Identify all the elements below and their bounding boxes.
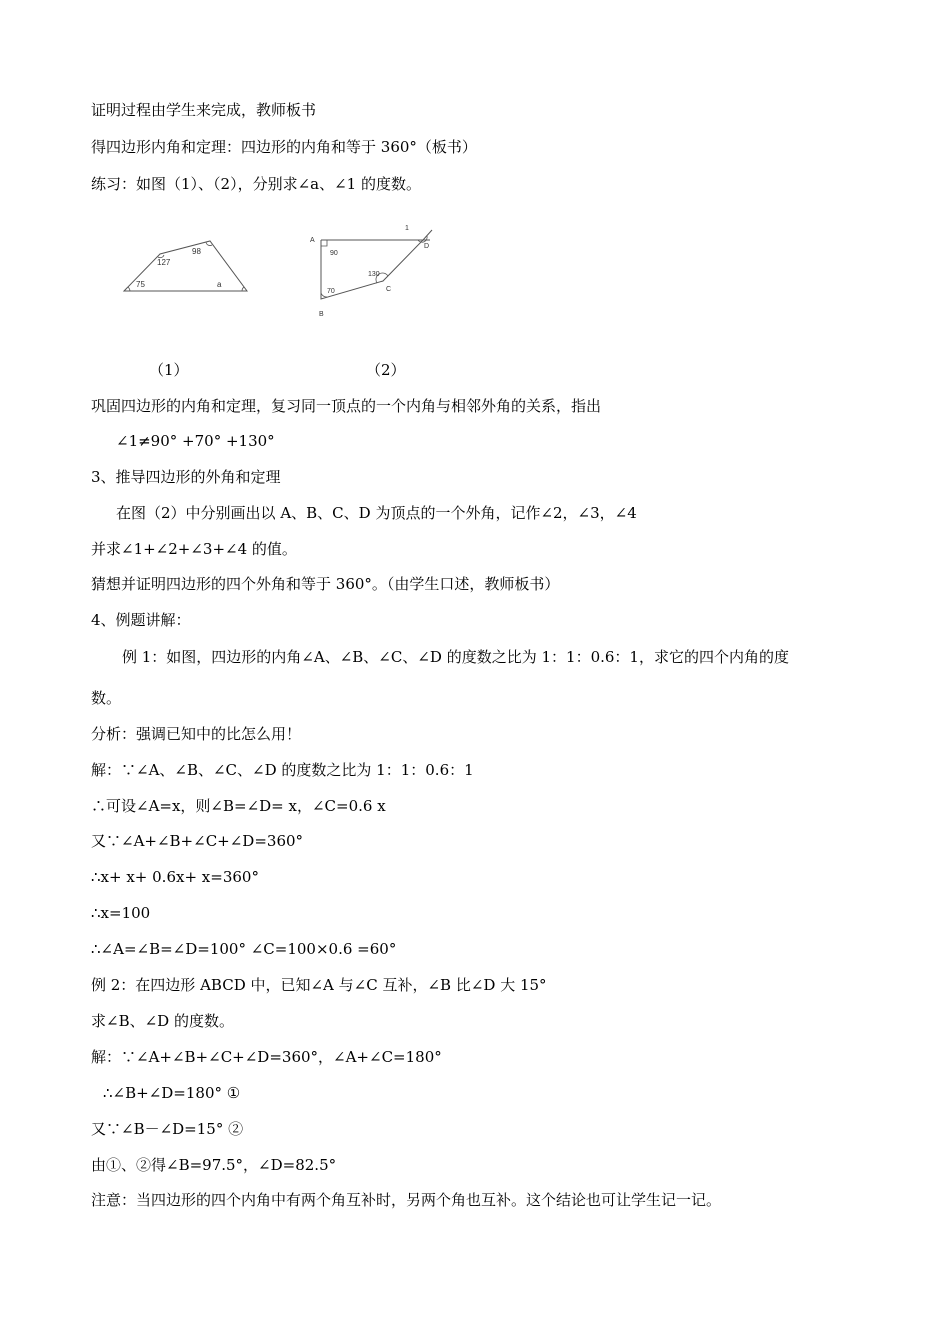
text-line: 又∵∠A+∠B+∠C+∠D=360° bbox=[91, 832, 304, 850]
text-line: 解：∵∠A+∠B+∠C+∠D=360°，∠A+∠C=180° bbox=[91, 1048, 442, 1066]
text-line: ∠1≠90° +70° +130° bbox=[116, 432, 275, 450]
figure-1-quadrilateral bbox=[115, 230, 260, 300]
text-line: 4、例题讲解： bbox=[91, 611, 191, 629]
text-line: 分析：强调已知中的比怎么用！ bbox=[91, 725, 302, 743]
figure-1-label-127: 127 bbox=[157, 258, 171, 267]
text-line: 巩固四边形的内角和定理，复习同一顶点的一个内角与相邻外角的关系，指出 bbox=[91, 397, 602, 415]
text-line: ∴x=100 bbox=[91, 904, 151, 922]
text-line: 由①、②得∠B=97.5°，∠D=82.5° bbox=[91, 1156, 337, 1174]
text-line: 得四边形内角和定理：四边形的内角和等于 360°（板书） bbox=[91, 138, 477, 156]
text-line: 猜想并证明四边形的四个外角和等于 360°。（由学生口述，教师板书） bbox=[91, 575, 560, 593]
text-line: 3、推导四边形的外角和定理 bbox=[91, 468, 281, 486]
figure-1-label-98: 98 bbox=[192, 247, 201, 256]
text-line: 注意：当四边形的四个内角中有两个角互补时，另两个角也互补。这个结论也可让学生记一记。 bbox=[91, 1191, 722, 1209]
figure-1-label-a: a bbox=[217, 280, 222, 289]
figure-1-caption: （1） bbox=[149, 361, 189, 379]
text-line: ∴x+ x+ 0.6x+ x=360° bbox=[91, 868, 259, 886]
text-line: 例 2：在四边形 ABCD 中，已知∠A 与∠C 互补，∠B 比∠D 大 15° bbox=[91, 976, 547, 994]
text-line: 证明过程由学生来完成，教师板书 bbox=[91, 101, 317, 119]
text-line: 在图（2）中分别画出以 A、B、C、D 为顶点的一个外角，记作∠2，∠3，∠4 bbox=[116, 504, 637, 522]
figure-2-label-A: A bbox=[310, 237, 315, 244]
figure-2-label-130: 130 bbox=[368, 271, 380, 278]
figure-2-label-90: 90 bbox=[330, 250, 338, 257]
text-line: 又∵∠B－∠D=15° ② bbox=[91, 1120, 244, 1138]
text-line: 练习：如图（1）、（2），分别求∠a、∠1 的度数。 bbox=[91, 175, 421, 193]
text-line: 并求∠1+∠2+∠3+∠4 的值。 bbox=[91, 540, 297, 558]
figure-1-label-75: 75 bbox=[136, 280, 145, 289]
text-line: 例 1：如图，四边形的内角∠A、∠B、∠C、∠D 的度数之比为 1：1：0.6：1，求它的四个内角的度 bbox=[122, 648, 789, 666]
figure-2-label-D: D bbox=[424, 243, 430, 250]
figure-2-label-70: 70 bbox=[327, 288, 335, 295]
figure-2-label-1: 1 bbox=[405, 225, 409, 232]
text-line: 解：∵∠A、∠B、∠C、∠D 的度数之比为 1：1：0.6：1 bbox=[91, 761, 474, 779]
text-line: 数。 bbox=[91, 689, 122, 707]
figure-2-quadrilateral bbox=[300, 218, 440, 318]
text-line: ∴∠A=∠B=∠D=100° ∠C=100×0.6 =60° bbox=[91, 940, 397, 958]
figure-2-label-C: C bbox=[386, 286, 392, 293]
figure-2-caption: （2） bbox=[366, 361, 406, 379]
text-line: 求∠B、∠D 的度数。 bbox=[91, 1012, 234, 1030]
figure-2-label-B: B bbox=[319, 311, 324, 318]
text-line: ∴可设∠A=x，则∠B=∠D= x，∠C=0.6 x bbox=[91, 797, 386, 815]
text-line: ∴∠B+∠D=180° ① bbox=[103, 1084, 241, 1102]
